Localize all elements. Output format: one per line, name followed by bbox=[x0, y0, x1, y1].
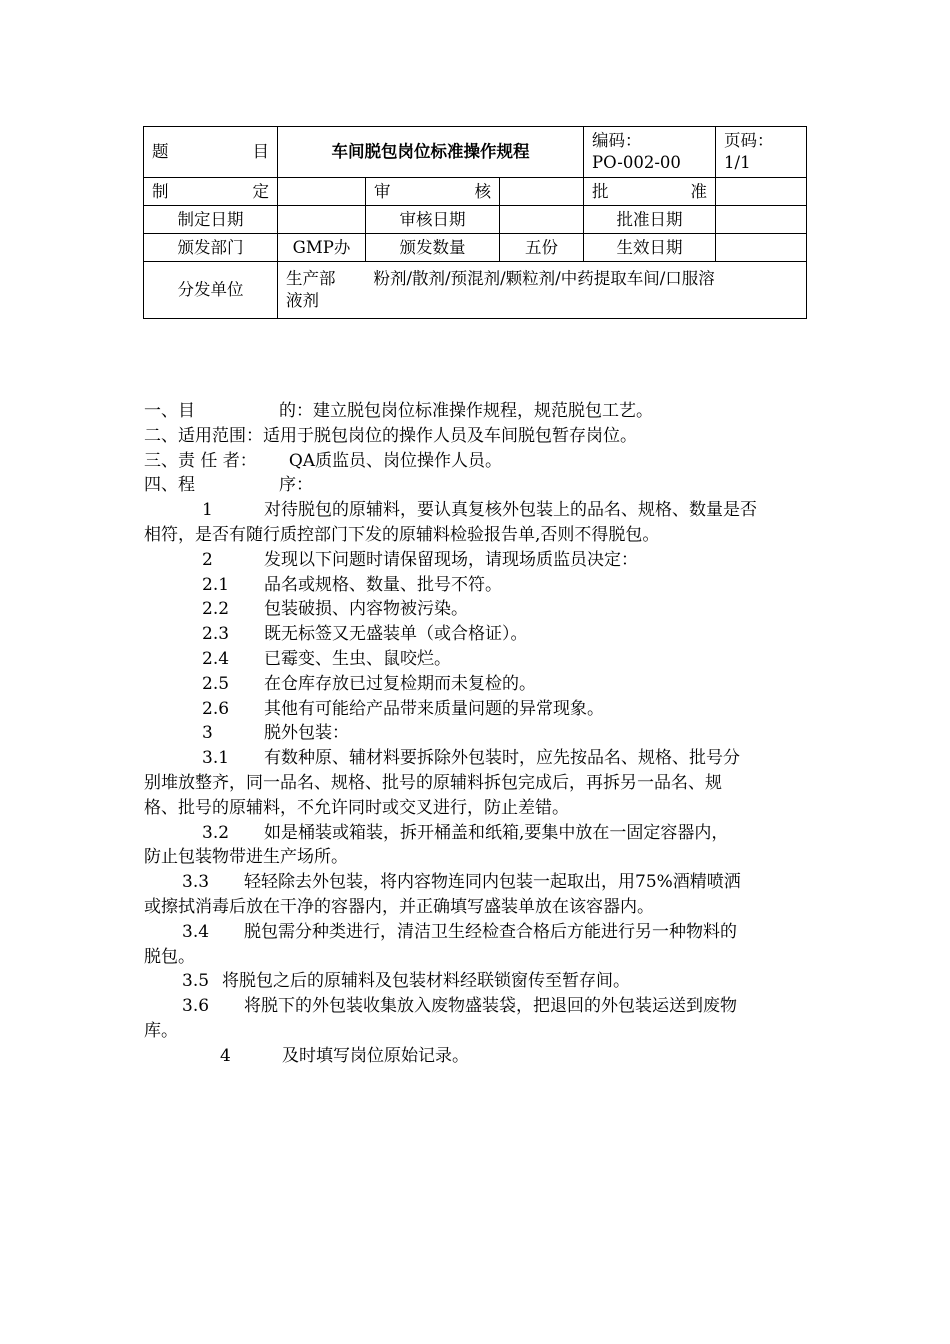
code-cell bbox=[584, 127, 716, 178]
dist-workshops: 粉剂/散剂/预混剂/颗粒剂/中药提取车间/口服溶 bbox=[373, 269, 715, 288]
step-3-6: 3.6 将脱下的外包装收集放入废物盛装袋，把退回的外包装运送到废物 bbox=[182, 996, 737, 1017]
page-label: 页码： bbox=[724, 131, 774, 150]
step-3-1: 3.1 有数种原、辅材料要拆除外包装时，应先按品名、规格、批号分 bbox=[202, 748, 740, 769]
step-3-2-cont: 防止包装物带进生产场所。 bbox=[144, 847, 348, 868]
page-cell bbox=[716, 127, 807, 178]
header-row-issue bbox=[144, 234, 807, 262]
review-date-value bbox=[500, 206, 584, 234]
review-label-cell bbox=[366, 178, 500, 206]
step-3-4-cont: 脱包。 bbox=[144, 946, 195, 967]
make-label-1: 制 bbox=[152, 181, 169, 201]
header-row-distribution bbox=[144, 262, 807, 319]
header-row-title bbox=[144, 127, 807, 178]
step-3-1-cont-2: 格、批号的原辅料，不允许同时或交叉进行，防止差错。 bbox=[144, 797, 569, 818]
step-3-3-cont: 或擦拭消毒后放在干净的容器内，并正确填写盛装单放在该容器内。 bbox=[144, 896, 654, 917]
review-date-label: 审核日期 bbox=[366, 206, 500, 234]
make-value-cell bbox=[278, 178, 366, 206]
dist-label: 分发单位 bbox=[144, 262, 278, 319]
step-2-5: 2.5 在仓库存放已过复检期而未复检的。 bbox=[202, 673, 536, 694]
issue-dept-value: GMP办 bbox=[278, 234, 366, 262]
make-date-label: 制定日期 bbox=[144, 206, 278, 234]
procedure-body bbox=[144, 399, 808, 1069]
make-label-2: 定 bbox=[252, 181, 269, 201]
effective-date-label: 生效日期 bbox=[584, 234, 716, 262]
effective-date-value bbox=[716, 234, 807, 262]
code-value: PO-002-00 bbox=[592, 153, 681, 172]
title-label-cell bbox=[144, 127, 278, 178]
step-1-cont: 相符，是否有随行质控部门下发的原辅料检验报告单,否则不得脱包。 bbox=[144, 524, 660, 545]
review-label-2: 核 bbox=[474, 181, 491, 201]
step-4: 4 及时填写岗位原始记录。 bbox=[220, 1045, 469, 1066]
issue-dept-label: 颁发部门 bbox=[144, 234, 278, 262]
approve-date-value bbox=[716, 206, 807, 234]
approve-value-cell bbox=[716, 178, 807, 206]
approve-label-2: 准 bbox=[690, 181, 708, 201]
issue-qty-value: 五份 bbox=[500, 234, 584, 262]
step-3-3: 3.3 轻轻除去外包装，将内容物连同内包装一起取出，用75%酒精喷洒 bbox=[182, 872, 741, 893]
step-2-6: 2.6 其他有可能给产品带来质量问题的异常现象。 bbox=[202, 698, 604, 719]
document-title: 车间脱包岗位标准操作规程 bbox=[278, 127, 584, 178]
step-2-4: 2.4 已霉变、生虫、鼠咬烂。 bbox=[202, 648, 451, 669]
dist-dept: 生产部 bbox=[286, 269, 336, 288]
dist-value-cell bbox=[278, 262, 807, 319]
step-3-1-cont-1: 别堆放整齐，同一品名、规格、批号的原辅料拆包完成后，再拆另一品名、规 bbox=[144, 772, 722, 793]
section-scope: 二、适用范围：适用于脱包岗位的操作人员及车间脱包暂存岗位。 bbox=[144, 425, 637, 446]
section-purpose: 一、目 的：建立脱包岗位标准操作规程，规范脱包工艺。 bbox=[144, 401, 653, 421]
step-3-5: 3.5 将脱包之后的原辅料及包装材料经联锁窗传至暂存间。 bbox=[182, 971, 630, 992]
step-1: 1 对待脱包的原辅料，要认真复核外包装上的品名、规格、数量是否 bbox=[202, 500, 757, 521]
step-3-6-cont: 库。 bbox=[144, 1020, 178, 1041]
approve-date-label: 批准日期 bbox=[584, 206, 716, 234]
header-row-dates bbox=[144, 206, 807, 234]
section-responsible: 三、责 任 者： QA质监员、岗位操作人员。 bbox=[144, 450, 503, 471]
step-3-2: 3.2 如是桶装或箱装，拆开桶盖和纸箱,要集中放在一固定容器内， bbox=[202, 822, 729, 843]
approve-label-cell bbox=[584, 178, 716, 206]
document-header-table bbox=[143, 126, 807, 319]
title-label-1: 题 bbox=[152, 142, 169, 161]
review-label-1: 审 bbox=[374, 181, 391, 201]
dist-workshops-cont: 液剂 bbox=[286, 291, 319, 310]
step-2-2: 2.2 包装破损、内容物被污染。 bbox=[202, 599, 468, 620]
approve-label-1: 批 bbox=[592, 181, 609, 201]
step-2-1: 2.1 品名或规格、数量、批号不符。 bbox=[202, 574, 502, 595]
code-label: 编码： bbox=[592, 131, 642, 150]
step-2: 2 发现以下问题时请保留现场，请现场质监员决定： bbox=[202, 549, 638, 570]
section-procedure: 四、程 序： bbox=[144, 475, 313, 496]
issue-qty-label: 颁发数量 bbox=[366, 234, 500, 262]
step-3: 3 脱外包装： bbox=[202, 723, 349, 744]
make-date-value bbox=[278, 206, 366, 234]
make-label-cell bbox=[144, 178, 278, 206]
step-2-3: 2.3 既无标签又无盛装单（或合格证）。 bbox=[202, 624, 528, 645]
step-3-4: 3.4 脱包需分种类进行，清洁卫生经检查合格后方能进行另一种物料的 bbox=[182, 921, 737, 942]
header-row-signatures bbox=[144, 178, 807, 206]
review-value-cell bbox=[500, 178, 584, 206]
page-value: 1/1 bbox=[724, 153, 751, 172]
title-label-2: 目 bbox=[252, 142, 269, 161]
